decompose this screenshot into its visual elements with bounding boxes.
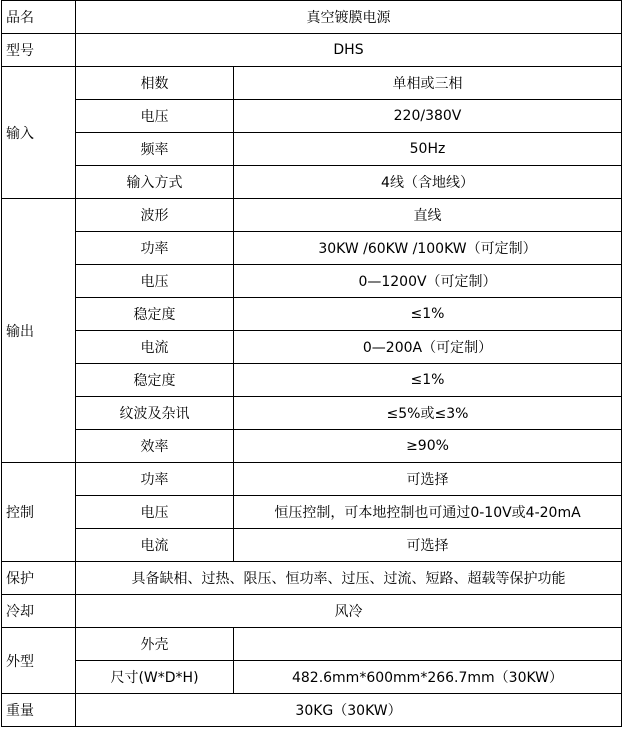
label-cell: 电流 xyxy=(76,331,234,364)
value-cell: ≤5%或≤3% xyxy=(234,397,622,430)
value-cell: 0—1200V（可定制） xyxy=(234,265,622,298)
table-row xyxy=(2,232,622,265)
label-cell: 稳定度 xyxy=(76,298,234,331)
label-cell: 尺寸(W*D*H) xyxy=(76,661,234,694)
label-cell: 电流 xyxy=(76,529,234,562)
table-row xyxy=(2,265,622,298)
category-cell: 型号 xyxy=(2,34,76,67)
value-cell: 单相或三相 xyxy=(234,67,622,100)
category-cell: 控制 xyxy=(2,463,76,562)
table-row xyxy=(2,100,622,133)
value-cell: 30KG（30KW） xyxy=(76,694,622,727)
value-cell: 直线 xyxy=(234,199,622,232)
label-cell: 纹波及杂讯 xyxy=(76,397,234,430)
label-cell: 相数 xyxy=(76,67,234,100)
value-cell: 风冷 xyxy=(76,595,622,628)
label-cell: 功率 xyxy=(76,463,234,496)
table-row xyxy=(2,34,622,67)
value-cell: 可选择 xyxy=(234,463,622,496)
label-cell: 波形 xyxy=(76,199,234,232)
table-row xyxy=(2,67,622,100)
table-row xyxy=(2,430,622,463)
spec-table xyxy=(1,0,622,727)
label-cell: 效率 xyxy=(76,430,234,463)
table-row xyxy=(2,529,622,562)
category-cell: 冷却 xyxy=(2,595,76,628)
category-cell: 输出 xyxy=(2,199,76,463)
category-cell: 重量 xyxy=(2,694,76,727)
value-cell: ≥90% xyxy=(234,430,622,463)
value-cell: 恒压控制，可本地控制也可通过0-10V或4-20mA xyxy=(234,496,622,529)
table-row xyxy=(2,562,622,595)
label-cell: 外壳 xyxy=(76,628,234,661)
table-row xyxy=(2,298,622,331)
label-cell: 稳定度 xyxy=(76,364,234,397)
table-row xyxy=(2,199,622,232)
value-cell: 482.6mm*600mm*266.7mm（30KW） xyxy=(234,661,622,694)
table-row xyxy=(2,1,622,34)
table-row xyxy=(2,628,622,661)
label-cell: 电压 xyxy=(76,265,234,298)
value-cell: 具备缺相、过热、限压、恒功率、过压、过流、短路、超载等保护功能 xyxy=(76,562,622,595)
table-row xyxy=(2,133,622,166)
value-cell: 50Hz xyxy=(234,133,622,166)
table-row xyxy=(2,496,622,529)
table-row xyxy=(2,463,622,496)
category-cell: 外型 xyxy=(2,628,76,694)
value-cell: 4线（含地线） xyxy=(234,166,622,199)
category-cell: 输入 xyxy=(2,67,76,199)
table-row xyxy=(2,166,622,199)
table-row xyxy=(2,331,622,364)
value-cell: 真空镀膜电源 xyxy=(76,1,622,34)
value-cell: DHS xyxy=(76,34,622,67)
value-cell: ≤1% xyxy=(234,364,622,397)
label-cell: 功率 xyxy=(76,232,234,265)
table-row xyxy=(2,694,622,727)
category-cell: 品名 xyxy=(2,1,76,34)
value-cell: 0—200A（可定制） xyxy=(234,331,622,364)
category-cell: 保护 xyxy=(2,562,76,595)
value-cell: 220/380V xyxy=(234,100,622,133)
value-cell: 可选择 xyxy=(234,529,622,562)
table-row xyxy=(2,397,622,430)
label-cell: 电压 xyxy=(76,100,234,133)
table-row xyxy=(2,595,622,628)
table-row xyxy=(2,661,622,694)
value-cell xyxy=(234,628,622,661)
table-row xyxy=(2,364,622,397)
value-cell: ≤1% xyxy=(234,298,622,331)
value-cell: 30KW /60KW /100KW（可定制） xyxy=(234,232,622,265)
label-cell: 电压 xyxy=(76,496,234,529)
label-cell: 输入方式 xyxy=(76,166,234,199)
label-cell: 频率 xyxy=(76,133,234,166)
